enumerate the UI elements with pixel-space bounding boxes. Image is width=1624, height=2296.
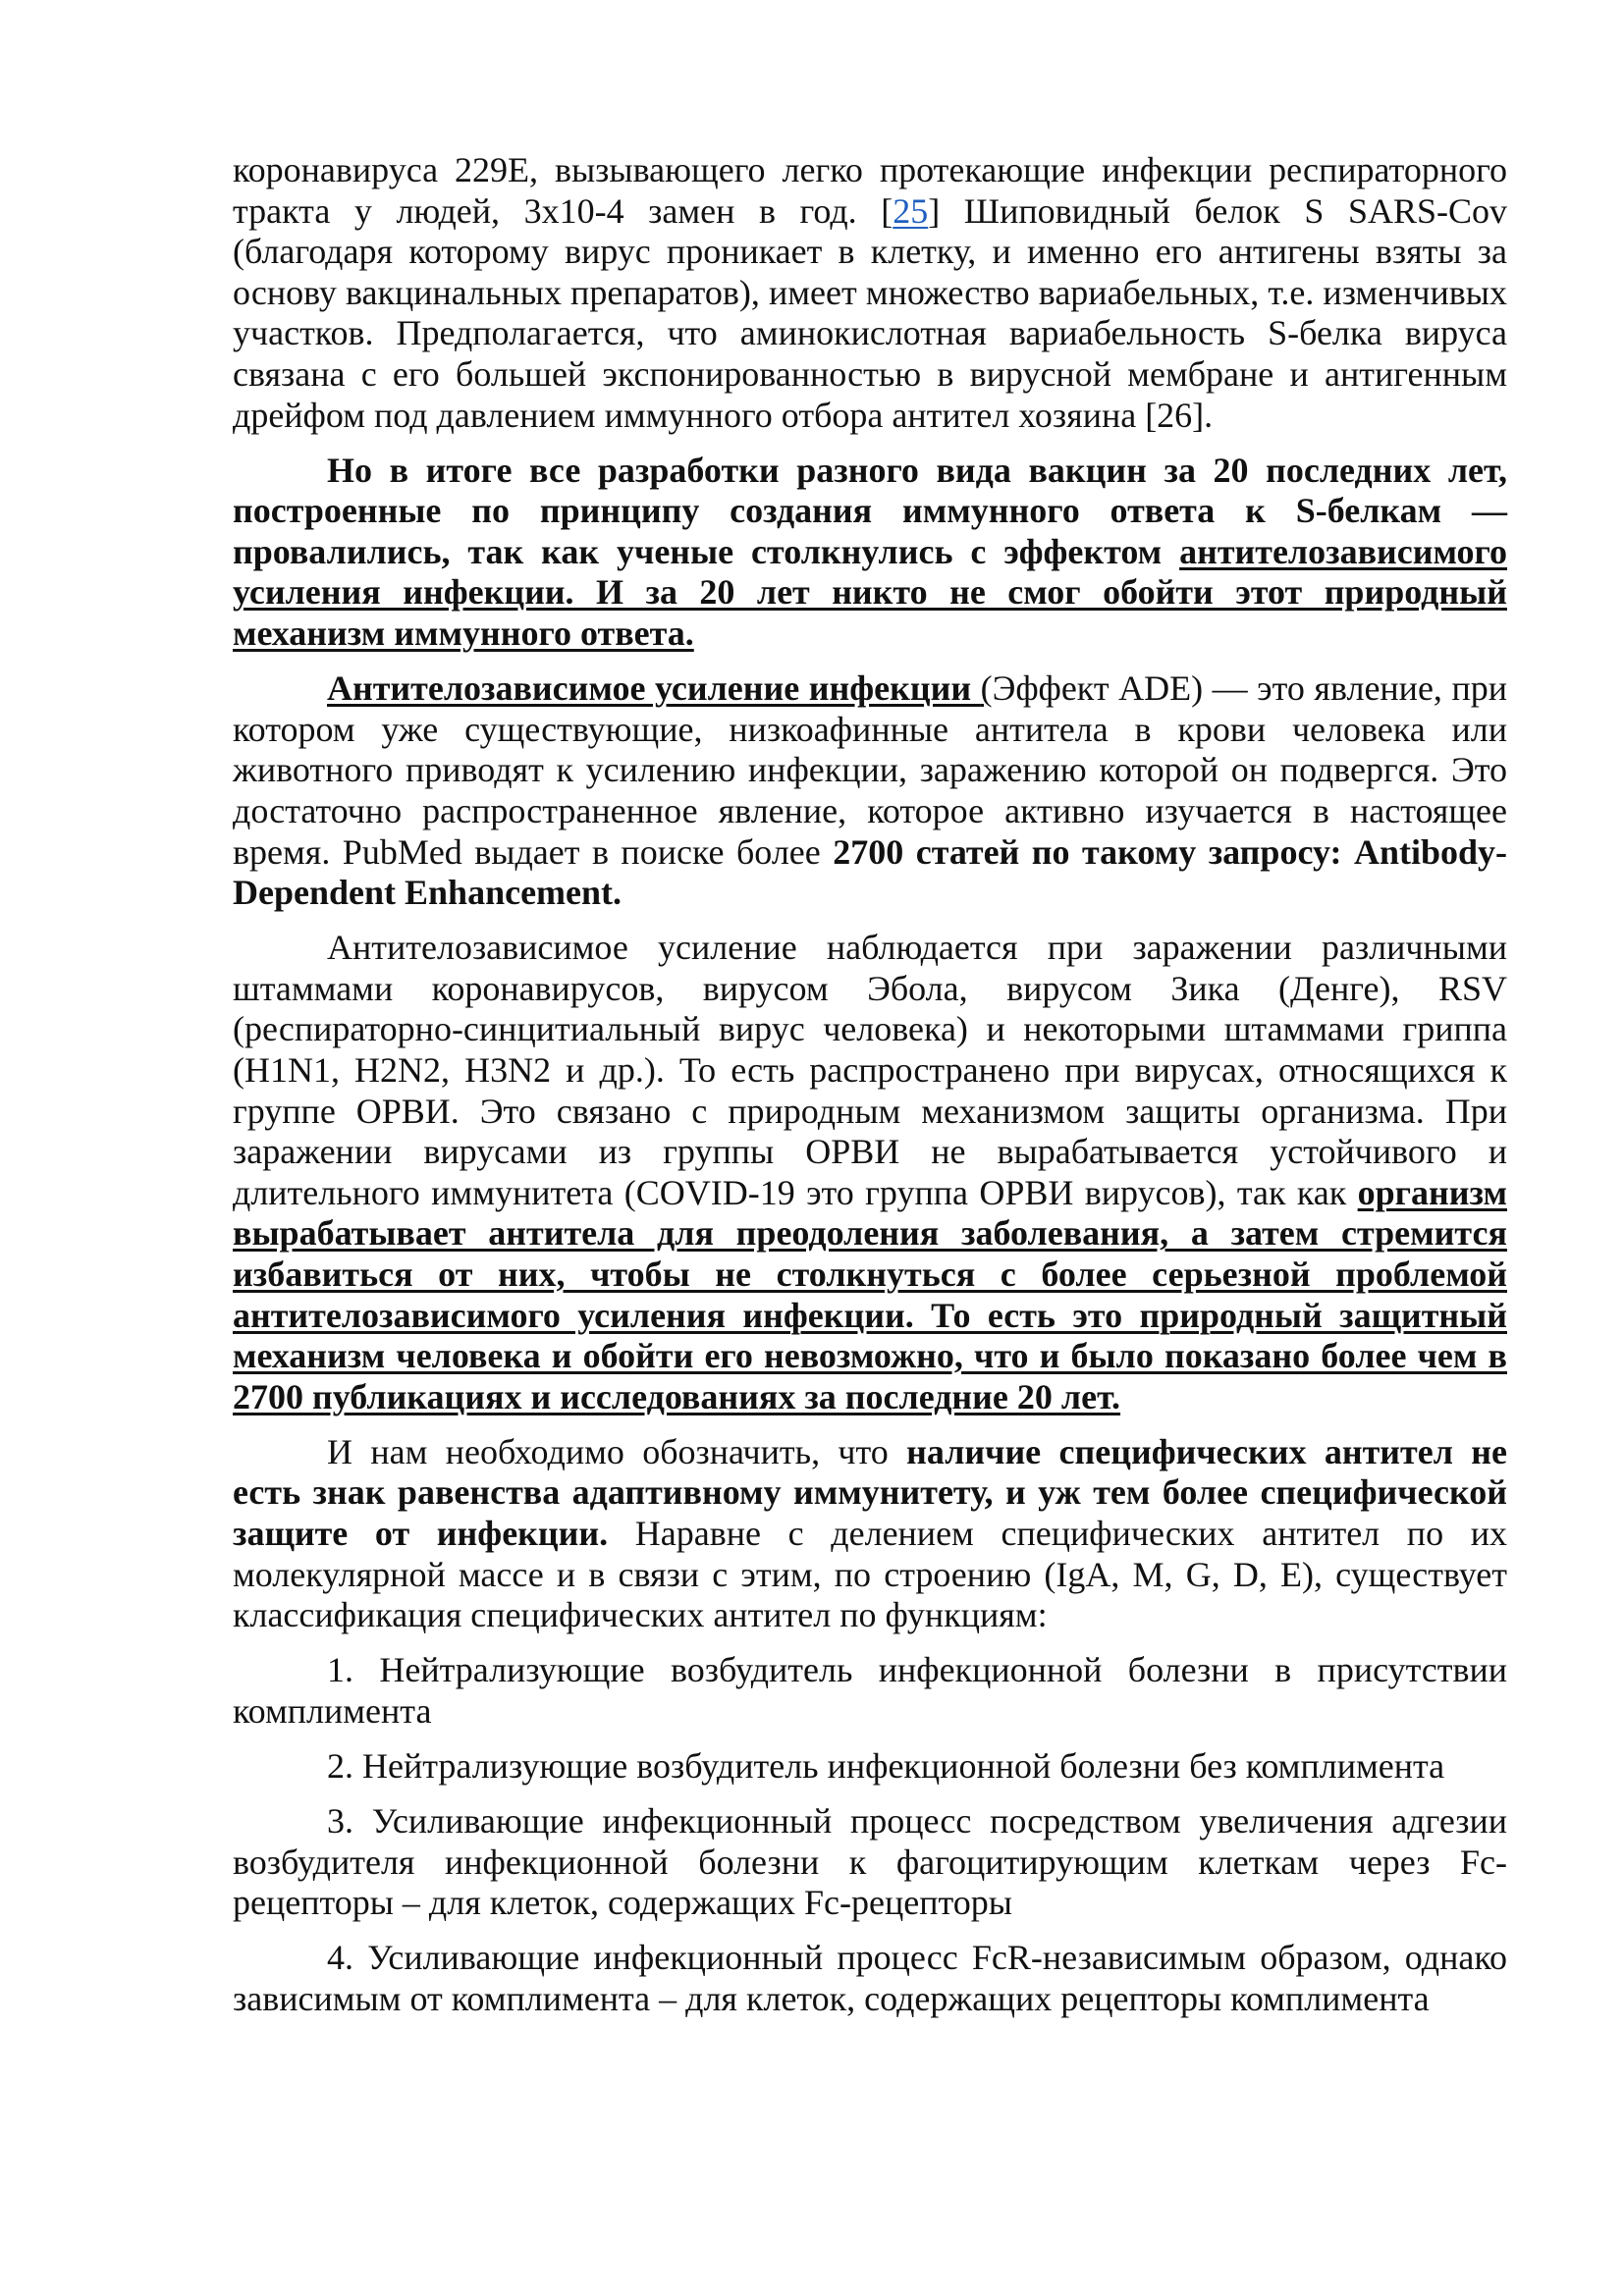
paragraph-sars-cov-variability <box>233 150 1507 436</box>
list-item-1: 1. Нейтрализующие возбудитель инфекционной болезни в присутствии комплимента <box>233 1650 1507 1731</box>
bold-text: Но в итоге все разработки разного вида вакцин за 20 последних лет, построенные по принципу создания иммунного ответа к S-белкам — провалились, так как ученые столкнулись с эффектом <box>233 450 1507 571</box>
paragraph-text: Эффект ADE) — это явление, при котором уже существующие, низкоафинные антитела в крови человека или животного приводят к усилению инфекции, заражению которой он подвергся. Это достаточно распространенное явление, которое активно изучается в настоящее время. PubMed выдает в поиске более <box>233 668 1507 872</box>
paragraph-text: Наравне с делением специфических антител по их молекулярной массе и в связи с этим, по строению (IgA, M, G, D, E), существует классификация специфических антител по функциям: <box>233 1514 1507 1635</box>
list-item-3: 3. Усиливающие инфекционный процесс посредством увеличения адгезии возбудителя инфекционной болезни к фагоцитирующим клеткам через Fc-рецепторы – для клеток, содержащих Fc-рецепторы <box>233 1801 1507 1923</box>
ade-term-heading: Антителозависимое усиление инфекции <box>327 668 981 709</box>
citation-link-25[interactable]: 25 <box>893 190 929 231</box>
paragraph-antibody-classification <box>233 1432 1507 1636</box>
paragraph-ade-viruses <box>233 928 1507 1417</box>
bold-text: наличие специфических антител не есть знак равенства адаптивному иммунитету, и уж тем более специфической защите от инфекции. <box>233 1431 1507 1553</box>
paragraph-text: коронавируса 229E, вызывающего легко протекающие инфекции респираторного тракта у людей, 3x10-4 замен в год. [ <box>233 150 1507 231</box>
underlined-paren: ( <box>980 668 993 709</box>
bold-underlined-text: антителозависимого усиления инфекции. И за 20 лет никто не смог обойти этот природный механизм иммунного ответа. <box>233 531 1507 654</box>
paragraph-text: И нам необходимо обозначить, что <box>327 1431 907 1471</box>
paragraph-text: ] Шиповидный белок S SARS-Cov (благодаря которому вирус проникает в клетку, и именно его антигены взяты за основу вакцинальных препаратов), имеет множество вариабельных, т.е. изменчивых участков. Предполагается, что аминокислотная вариабельность S-белка вируса связана с его большей экспонированностью в вирусной мембране и антигенным дрейфом под давлением иммунного отбора антител хозяина [26]. <box>233 190 1507 435</box>
list-item-4: 4. Усиливающие инфекционный процесс FcR-независимым образом, однако зависимым от комплимента – для клеток, содержащих рецепторы комплимента <box>233 1938 1507 2018</box>
list-item-2: 2. Нейтрализующие возбудитель инфекционной болезни без комплимента <box>327 1745 1445 1786</box>
bold-underlined-text: организм вырабатывает антитела для преодоления заболевания, а затем стремится избавиться от них, чтобы не столкнуться с более серьезной проблемой антителозависимого усиления инфекции. То есть это природный защитный механизм человека и обойти его невозможно, что и было показано более чем в 2700 публикациях и исследованиях за последние 20 лет. <box>233 1172 1507 1416</box>
paragraph-text: Антителозависимое усиление наблюдается при заражении различными штаммами коронавирусов, вирусом Эбола, вирусом Зика (Денге), RSV (респираторно-синцитиальный вирус человека) и некоторыми штаммами гриппа (H1N1, H2N2, H3N2 и др.). То есть распространено при вирусах, относящихся к группе ОРВИ. Это связано с природным механизмом защиты организма. При заражении вирусами из группы ОРВИ не вырабатывается устойчивого и длительного иммунитета (COVID-19 это группа ОРВИ вирусов), так как <box>233 928 1507 1212</box>
document-page <box>233 150 1507 2034</box>
bold-text: 2700 статей по такому запросу: Antibody-Dependent Enhancement. <box>233 831 1507 913</box>
paragraph-ade-definition <box>233 668 1507 914</box>
paragraph-vaccine-failure <box>233 451 1507 655</box>
